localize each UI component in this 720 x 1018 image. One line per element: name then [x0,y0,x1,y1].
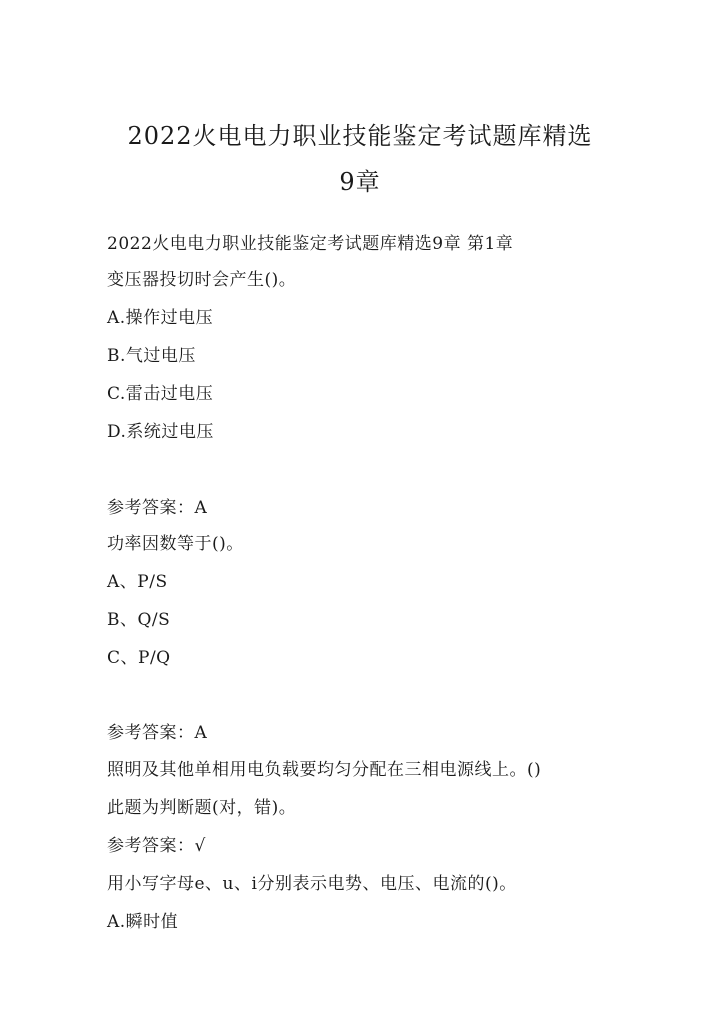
question-3-answer: 参考答案：√ [107,836,206,856]
question-4-stem: 用小写字母e、u、i分别表示电势、电压、电流的()。 [107,874,517,894]
question-2-stem: 功率因数等于()。 [107,534,244,554]
document-title-line-1: 2022火电电力职业技能鉴定考试题库精选 [127,122,593,150]
question-3-stem: 照明及其他单相用电负载要均匀分配在三相电源线上。() [107,760,542,780]
document-title-line-2: 9章 [339,168,381,196]
question-1-answer: 参考答案：A [107,498,208,518]
question-1-option-c: C.雷击过电压 [107,384,214,404]
intro-line: 2022火电电力职业技能鉴定考试题库精选9章 第1章 [107,234,514,254]
question-1-option-a: A.操作过电压 [107,308,214,328]
question-2-option-b: B、Q/S [107,610,171,630]
question-2-option-a: A、P/S [107,572,168,592]
question-2-option-c: C、P/Q [107,648,171,668]
question-1-option-d: D.系统过电压 [107,422,214,442]
question-1-option-b: B.气过电压 [107,346,196,366]
question-1-stem: 变压器投切时会产生()。 [107,270,297,290]
question-2-answer: 参考答案：A [107,723,208,743]
question-4-option-a: A.瞬时值 [107,912,179,932]
question-3-note: 此题为判断题(对，错)。 [107,798,297,818]
